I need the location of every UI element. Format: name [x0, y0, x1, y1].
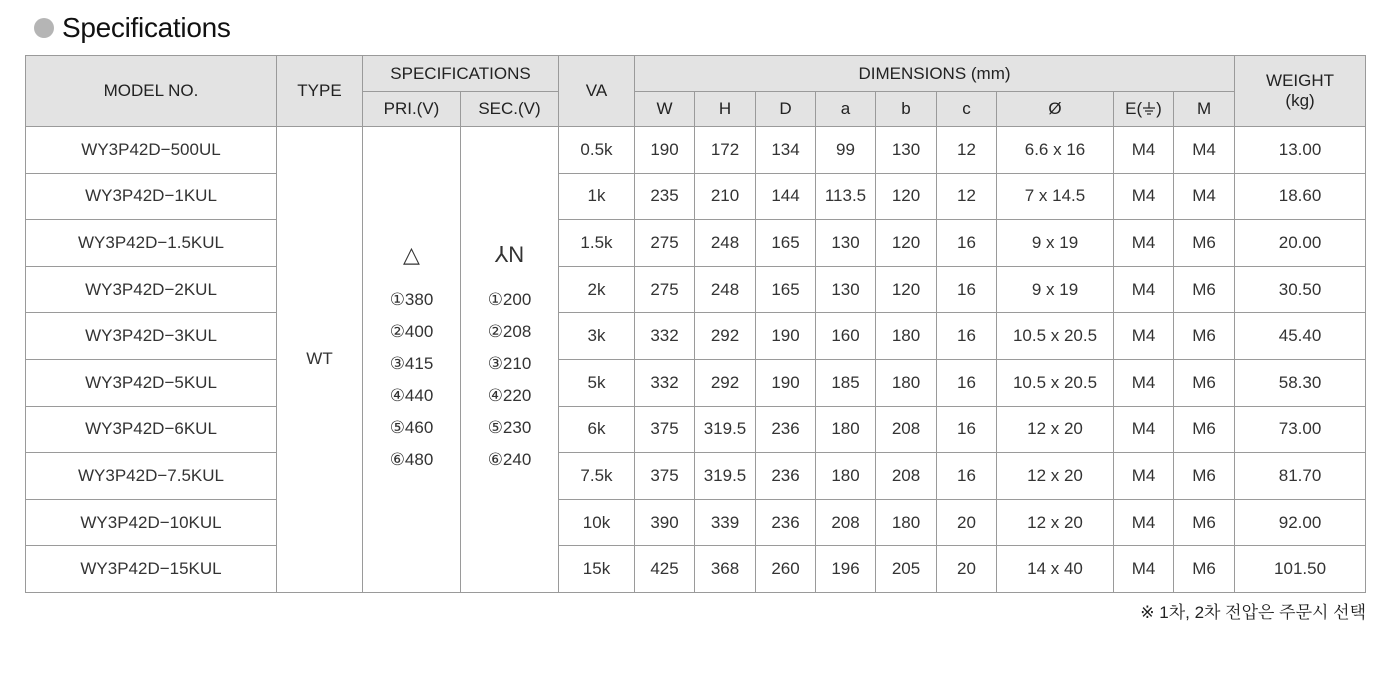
cell-w: 425 [635, 546, 695, 593]
cell-c: 16 [937, 359, 997, 406]
cell-w: 375 [635, 406, 695, 453]
footnote: ※ 1차, 2차 전압은 주문시 선택 [1140, 603, 1366, 622]
cell-c: 16 [937, 266, 997, 313]
cell-b: 120 [876, 220, 937, 267]
table-row [26, 406, 1366, 453]
cell-va: 1k [559, 173, 635, 220]
cell-phi: 12 x 20 [997, 499, 1114, 546]
cell-m: M6 [1174, 313, 1235, 360]
cell-sec-voltages [461, 127, 559, 593]
table-row [26, 266, 1366, 313]
pri-voltage-option: ①380 [389, 290, 434, 310]
cell-phi: 10.5 x 20.5 [997, 359, 1114, 406]
table-row [26, 359, 1366, 406]
cell-d: 190 [756, 313, 816, 360]
cell-a: 130 [816, 266, 876, 313]
cell-d: 236 [756, 406, 816, 453]
cell-h: 319.5 [695, 453, 756, 500]
cell-d: 236 [756, 499, 816, 546]
header-weight [1235, 56, 1366, 127]
cell-phi: 14 x 40 [997, 546, 1114, 593]
cell-c: 20 [937, 546, 997, 593]
cell-weight: 58.30 [1235, 359, 1366, 406]
cell-va: 6k [559, 406, 635, 453]
header-dimensions: DIMENSIONS (mm) [635, 56, 1235, 92]
header-specifications: SPECIFICATIONS [363, 56, 559, 92]
header-m: M [1174, 92, 1235, 127]
cell-weight: 81.70 [1235, 453, 1366, 500]
table-row [26, 173, 1366, 220]
header-phi: Ø [997, 92, 1114, 127]
cell-model: WY3P42D−15KUL [26, 546, 277, 593]
cell-phi: 12 x 20 [997, 453, 1114, 500]
cell-weight: 92.00 [1235, 499, 1366, 546]
cell-m: M6 [1174, 453, 1235, 500]
cell-va: 0.5k [559, 127, 635, 174]
cell-h: 172 [695, 127, 756, 174]
cell-w: 275 [635, 266, 695, 313]
section-heading [34, 10, 231, 46]
cell-b: 180 [876, 499, 937, 546]
cell-w: 190 [635, 127, 695, 174]
table-row [26, 499, 1366, 546]
cell-model: WY3P42D−500UL [26, 127, 277, 174]
header-a: a [816, 92, 876, 127]
cell-e: M4 [1114, 546, 1174, 593]
cell-d: 165 [756, 220, 816, 267]
cell-phi: 6.6 x 16 [997, 127, 1114, 174]
cell-h: 248 [695, 266, 756, 313]
cell-d: 134 [756, 127, 816, 174]
cell-weight: 20.00 [1235, 220, 1366, 267]
cell-a: 185 [816, 359, 876, 406]
delta-symbol: △ [403, 242, 420, 268]
cell-b: 120 [876, 266, 937, 313]
cell-w: 275 [635, 220, 695, 267]
cell-m: M4 [1174, 127, 1235, 174]
cell-model: WY3P42D−10KUL [26, 499, 277, 546]
cell-weight: 73.00 [1235, 406, 1366, 453]
specifications-table [25, 55, 1366, 593]
cell-h: 368 [695, 546, 756, 593]
cell-b: 180 [876, 313, 937, 360]
cell-e: M4 [1114, 359, 1174, 406]
header-h: H [695, 92, 756, 127]
cell-m: M6 [1174, 406, 1235, 453]
header-w: W [635, 92, 695, 127]
cell-weight: 45.40 [1235, 313, 1366, 360]
sec-voltage-option: ①200 [487, 290, 532, 310]
header-e-suffix: ) [1156, 99, 1162, 118]
sec-voltage-option: ⑥240 [487, 450, 532, 470]
cell-e: M4 [1114, 453, 1174, 500]
cell-h: 292 [695, 313, 756, 360]
sec-voltage-option: ②208 [487, 322, 532, 342]
table-row [26, 546, 1366, 593]
table-row [26, 220, 1366, 267]
sec-voltage-option: ④220 [487, 386, 532, 406]
cell-va: 15k [559, 546, 635, 593]
pri-voltage-option: ③415 [389, 354, 434, 374]
header-d: D [756, 92, 816, 127]
header-va: VA [559, 56, 635, 127]
cell-a: 208 [816, 499, 876, 546]
cell-e: M4 [1114, 499, 1174, 546]
header-weight-line2: (kg) [1285, 91, 1315, 110]
cell-model: WY3P42D−7.5KUL [26, 453, 277, 500]
cell-m: M4 [1174, 173, 1235, 220]
cell-model: WY3P42D−2KUL [26, 266, 277, 313]
cell-w: 235 [635, 173, 695, 220]
cell-e: M4 [1114, 313, 1174, 360]
header-model: MODEL NO. [26, 56, 277, 127]
cell-e: M4 [1114, 220, 1174, 267]
cell-m: M6 [1174, 499, 1235, 546]
cell-va: 7.5k [559, 453, 635, 500]
pri-voltage-option: ⑥480 [389, 450, 434, 470]
cell-h: 248 [695, 220, 756, 267]
table-row [26, 313, 1366, 360]
cell-c: 16 [937, 220, 997, 267]
cell-type: WT [277, 127, 363, 593]
cell-model: WY3P42D−6KUL [26, 406, 277, 453]
cell-b: 205 [876, 546, 937, 593]
cell-a: 160 [816, 313, 876, 360]
ground-icon [1142, 102, 1156, 116]
cell-va: 10k [559, 499, 635, 546]
cell-model: WY3P42D−1.5KUL [26, 220, 277, 267]
header-pri: PRI.(V) [363, 92, 461, 127]
wye-neutral-symbol: ⅄N [494, 242, 525, 268]
cell-model: WY3P42D−3KUL [26, 313, 277, 360]
cell-w: 375 [635, 453, 695, 500]
cell-b: 208 [876, 406, 937, 453]
header-sec: SEC.(V) [461, 92, 559, 127]
cell-w: 390 [635, 499, 695, 546]
cell-d: 144 [756, 173, 816, 220]
sec-voltage-option: ③210 [487, 354, 532, 374]
page-title: Specifications [62, 12, 231, 43]
cell-a: 196 [816, 546, 876, 593]
cell-phi: 10.5 x 20.5 [997, 313, 1114, 360]
cell-m: M6 [1174, 266, 1235, 313]
header-c: c [937, 92, 997, 127]
circle-bullet-icon [34, 18, 54, 38]
cell-phi: 9 x 19 [997, 220, 1114, 267]
cell-va: 5k [559, 359, 635, 406]
cell-weight: 101.50 [1235, 546, 1366, 593]
cell-h: 339 [695, 499, 756, 546]
cell-c: 16 [937, 453, 997, 500]
cell-va: 2k [559, 266, 635, 313]
header-weight-line1: WEIGHT [1266, 71, 1335, 90]
cell-d: 190 [756, 359, 816, 406]
cell-e: M4 [1114, 173, 1174, 220]
cell-c: 20 [937, 499, 997, 546]
header-type: TYPE [277, 56, 363, 127]
cell-h: 210 [695, 173, 756, 220]
cell-a: 180 [816, 453, 876, 500]
header-b: b [876, 92, 937, 127]
pri-voltage-option: ②400 [389, 322, 434, 342]
cell-b: 180 [876, 359, 937, 406]
cell-b: 208 [876, 453, 937, 500]
sec-voltage-option: ⑤230 [487, 418, 532, 438]
pri-voltage-option: ④440 [389, 386, 434, 406]
cell-phi: 7 x 14.5 [997, 173, 1114, 220]
cell-weight: 13.00 [1235, 127, 1366, 174]
cell-va: 1.5k [559, 220, 635, 267]
cell-m: M6 [1174, 359, 1235, 406]
cell-model: WY3P42D−5KUL [26, 359, 277, 406]
cell-w: 332 [635, 313, 695, 360]
cell-c: 16 [937, 406, 997, 453]
cell-weight: 30.50 [1235, 266, 1366, 313]
cell-a: 130 [816, 220, 876, 267]
table-row [26, 453, 1366, 500]
cell-model: WY3P42D−1KUL [26, 173, 277, 220]
header-e-prefix: E( [1125, 99, 1143, 118]
cell-phi: 12 x 20 [997, 406, 1114, 453]
cell-phi: 9 x 19 [997, 266, 1114, 313]
cell-b: 130 [876, 127, 937, 174]
cell-c: 12 [937, 127, 997, 174]
cell-h: 292 [695, 359, 756, 406]
cell-w: 332 [635, 359, 695, 406]
cell-d: 236 [756, 453, 816, 500]
cell-a: 180 [816, 406, 876, 453]
cell-e: M4 [1114, 406, 1174, 453]
cell-m: M6 [1174, 546, 1235, 593]
cell-e: M4 [1114, 127, 1174, 174]
cell-pri-voltages [363, 127, 461, 593]
cell-b: 120 [876, 173, 937, 220]
cell-d: 260 [756, 546, 816, 593]
cell-a: 99 [816, 127, 876, 174]
cell-h: 319.5 [695, 406, 756, 453]
cell-c: 16 [937, 313, 997, 360]
table-row [26, 127, 1366, 174]
cell-weight: 18.60 [1235, 173, 1366, 220]
cell-d: 165 [756, 266, 816, 313]
cell-a: 113.5 [816, 173, 876, 220]
cell-m: M6 [1174, 220, 1235, 267]
pri-voltage-option: ⑤460 [389, 418, 434, 438]
cell-c: 12 [937, 173, 997, 220]
header-e [1114, 92, 1174, 127]
cell-va: 3k [559, 313, 635, 360]
cell-e: M4 [1114, 266, 1174, 313]
